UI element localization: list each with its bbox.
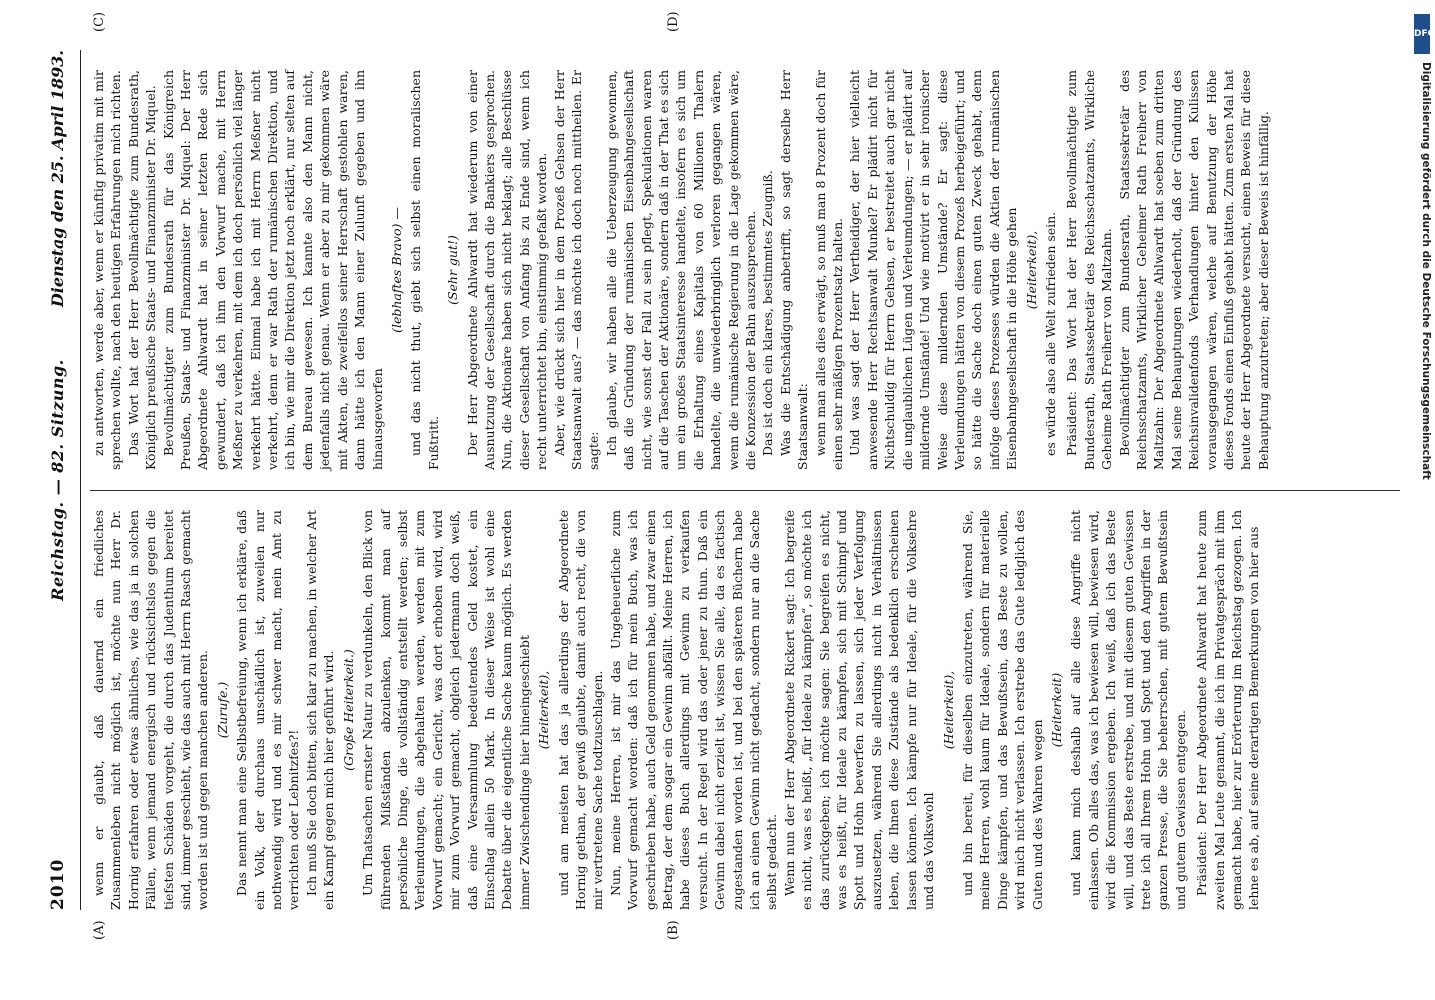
interjection: (Große Heiterkeit.)	[340, 649, 356, 771]
page-header	[40, 50, 81, 910]
interjection: (Zurufe.)	[214, 681, 230, 739]
paragraph: und kann mich deshalb auf alle diese Angriffe nicht einlassen. Ob alles das, was ich bewiesen will, bewiesen wird, wird die Kommission ergeben. Ich weiß, daß ich das Beste will, und das Beste erstrebe, und mit diesem guten Gewissen trete ich all Ihrem Hohn und Spott und den Angriffen in der ganzen Presse, die Sie beherrschen, mit gutem Bewußtsein und gutem Gewissen entgegen.	[1068, 510, 1188, 910]
paragraph: es würde also alle Welt zufrieden sein.	[1042, 211, 1058, 456]
interjection: (Sehr gut!)	[445, 235, 461, 305]
interjection: (lebhaftes Bravo) —	[388, 207, 404, 333]
paragraph: wenn er glaubt, daß dauernd ein friedliches Zusammenleben nicht möglich ist, möchte nun Herr Dr. Hornig erfahren oder etwas ähnliches, wie das ja in solchen Fällen, wenn jemand energisch und rücksichtslos gegen die tiefsten Schäden vorgeht, die durch das Judenthum bereitet sind, immer geschieht, wie das auch mit Herrn Rasch gemacht worden ist und gegen manchen anderen.	[91, 510, 211, 910]
margin-marker-b: (B)	[666, 920, 681, 940]
paragraph: Der Herr Abgeordnete Ahlwardt hat wiederum von einer Ausnutzung der Gesellschaft durch die Bankiers gesprochen. Nun, die Aktionäre haben sich nicht beklagt; alle Beschlüsse dieser Gesellschaft von Anfang bis zu Ende sind, wenn ich recht unterrichtet bin, einstimmig gefaßt worden.	[464, 70, 550, 470]
page-number: 2010	[48, 858, 68, 910]
dfg-logo-badge: DFG	[1414, 14, 1430, 54]
margin-marker-c: (C)	[92, 11, 107, 32]
paragraph: Bevollmächtigter zum Bundesrath für das Königreich Preußen, Staats- und Finanzminister Dr. Miquel: Der Herr Abgeordnete Ahlwardt hat in seiner letzten Rede sich gewundert, daß ich ihm den Vorwurf mache, mit Herrn Meßner zu verkehren, mit dem ich doch persönlich viel länger verkehrt hätte. Einmal habe ich mit Herrn Meßner nicht verkehrt, denn er war Rath der rumänischen Direktion, und ich bin, wie mir die Direktion jetzt noch erklärt, nur selten auf dem Bureau gewesen. Ich kannte also den Mann nicht, jedenfalls nicht genau. Wenn er aber zu mir gekommen wäre mit Akten, die zweifellos seiner Herrschaft gestohlen waren, dann hätte ich den Mann einer Zulunft gegeben und ihn hinausgeworfen	[160, 70, 385, 470]
paragraph: Das ist doch ein klares, bestimmtes Zeugniß.	[760, 170, 776, 456]
paragraph-president: Präsident: Das Wort hat der Herr Bevollmächtigte zum Bundesrath, Staatssekretär des Reichsschatzamts, Wirkliche Geheime Rath Freiherr von Maltzahn.	[1064, 70, 1115, 470]
paragraph: Bevollmächtigter zum Bundesrath, Staatssekretär des Reichsschatzamts, Wirklicher Geheimer Rath Freiherr von Maltzahn: Der Abgeordnete Ahlwardt hat soeben zum dritten Mal seine Behauptungen wiederholt, daß der Gründung des Reichsinvalidenfonds Verhandlungen hinter den Kulissen vorausgegangen wären, welche auf Benutzung der Höhe dieses Fonds einen Einfluß gehabt hätten. Zum ersten Mal hat heute der Herr Abgeordnete versucht, einen Beweis für diese Behauptung anzutreten; aber dieser Beweis ist hinfällig.	[1116, 70, 1271, 470]
paragraph-president: Präsident: Der Herr Abgeordnete Ahlwardt hat heute zum zweiten Mal Leute genannt, die ich im Privatgespräch mit ihm gemacht habe, hier zur Erörterung im Reichstag gezogen. Ich lehne es ab, auf seine derartigen Bemerkungen von hier aus	[1194, 510, 1262, 910]
left-column	[90, 510, 1400, 910]
margin-marker-d: (D)	[666, 11, 681, 32]
paragraph: Das nennt man eine Selbstbefreiung, wenn ich erkläre, daß ein Volk, der durchaus unschädlich ist, zuweilen nur nothwendig wird und es mir schwer macht, mein Amt zu verrichten oder Lebnitzfes?!	[234, 510, 302, 910]
column-divider	[90, 490, 1400, 491]
paragraph: und das nicht thut, giebt sich selbst einen moralischen Fußtritt.	[408, 70, 441, 470]
interjection: (Heiterkeit),	[940, 670, 956, 750]
dfg-funding-note: Digitalisierung gefördert durch die Deutsche Forschungsgemeinschaft	[1420, 62, 1432, 480]
paragraph: Das Wort hat der Herr Bevollmächtigte zum Bundesrath, Königlich preußische Staats- und Finanzminister Dr. Miquel.	[125, 70, 159, 470]
margin-marker-a: (A)	[92, 920, 107, 940]
paragraph: Um Thatsachen ernster Natur zu verdunkeln, den Blick von führenden Mißständen abzulenken, kommt man auf persönliche Dinge, die vollständig entstellt werden; selbst Verleumdungen, die abgehalten werden, werden mit zum Vorwurf gemacht; ein Gericht, was dort erhoben wird, wird mir zum Vorwurf gemacht, obgleich jedermann doch weiß, daß eine Versammlung bedeutendes Geld kostet, ein Einschlag allein 50 Mark. In dieser Weise ist wohl eine Debatte über die eigentliche Sache kaum möglich. Es werden immer Zwischendinge hier hineingeschiebt	[360, 510, 532, 910]
paragraph: Aber, wie drückt sich hier in dem Prozeß Gehsen der Herr Staatsanwalt aus? — das möchte ich doch noch mittheilen. Er sagte:	[551, 70, 602, 470]
paragraph: Nun, meine Herren, ist mir das Ungeheuerliche zum Vorwurf gemacht worden: daß ich für mein Buch, was ich geschrieben habe, auch Geld genommen habe, und zwar einen Betrag, der dem sogar ein Gewinn abfällt. Meine Herren, ich habe dieses Buch allerdings mit Gewinn zu verkaufen versucht. In der Regel wird das oder jener zu thun. Daß ein Gewinn dabei nicht erzielt ist, wissen Sie alle, da es factisch zugestanden worden ist, und bei den späteren Büchern habe ich an einen Gewinn nicht gedacht, sondern nur an die Sache selbst gedacht.	[607, 510, 780, 910]
quote: wenn man alles dies erwägt, so muß man 8 Prozent doch für einen sehr mäßigen Prozentsatz halten.	[812, 70, 846, 470]
interjection: (Heiterkeit),	[536, 670, 552, 750]
paragraph: Ich muß Sie doch bitten, sich klar zu machen, in welcher Art ein Kampf gegen mich hier geführt wird.	[303, 510, 337, 910]
interjection: (Heiterkeit)	[1048, 672, 1064, 748]
running-title: Reichstag. — 82. Sitzung.	[48, 359, 67, 601]
session-date: Dienstag den 25. April 1893.	[48, 50, 67, 308]
interjection: (Heiterkeit),	[1023, 230, 1039, 310]
paragraph: Wenn nun der Herr Abgeordnete Rickert sagt: Ich begreife es nicht, was es heißt, „für Ideale zu kämpfen“, so möchte ich das zurückgeben; ich möchte sagen: Sie begreifen es nicht, was es heißt, für Ideale zu kämpfen, sich mit Schimpf und Spott und Hohn bewerfen zu lassen, sich jeder Verfolgung auszusetzen, während Sie allerdings nicht in Verhältnissen leben, die Ihnen diese Zustände als bedenklich erscheinen lassen können. Ich kämpfe nur für Ideale, für die Volksehre und das Volkswohl	[781, 510, 937, 910]
paragraph: Und was sagt der Herr Vertheidiger, der hier vielleicht anwesende Herr Rechtsanwalt Munkel? Er plädirt nicht für Nichtschuldig für Herrn Gehsen, er bestreitet auch gar nicht die unglaublichen Lügen und Verleumdungen; — er plädirt auf mildernde Umstände! Und wie motivirt er in sehr ironischer Weise diese mildernden Umstände? Er sagt: diese Verleumdungen hätten von diesem Prozeß herbeigeführt; und so hätte die Sache doch einen guten Zweck gehabt, denn infolge dieses Prozesses würden die Aktien der rumänischen Eisenbahngesellschaft in die Höhe gehen	[847, 70, 1020, 470]
paragraph: Was die Entschädigung anbetrifft, so sagt derselbe Herr Staatsanwalt:	[777, 70, 811, 470]
paragraph: und bin bereit, für dieselben einzutreten, während Sie, meine Herren, wohl kaum für Ideale, sondern für materielle Dinge kämpfen, und das Bewußtsein, das Beste zu wollen, wird mich nicht verlassen. Ich erstrebe das Gute lediglich des Guten und des Wahren wegen	[959, 510, 1045, 910]
paragraph: und am meisten hat das ja allerdings der Abgeordnete Hornig gethan, der gewiß glaubte, damit auch recht, die von mir vertretene Sache todtzuschlagen.	[555, 510, 606, 910]
paragraph: zu antworten, werde aber, wenn er künftig privatim mit mir sprechen wollte, nach den heutigen Erfahrungen mich richten.	[91, 70, 124, 470]
right-column	[90, 70, 1400, 470]
quote: Ich glaube, wir haben alle die Ueberzeugung gewonnen, daß die Gründung der rumänischen Eisenbahngesellschaft nicht, wie sonst der Fall zu sein pflegt, Spekulationen waren auf die Taschen der Aktionäre, sondern daß in der That es sich um ein großes Staatsinteresse handelte, insofern es sich um die Erhaltung eines Kapitals von 60 Millionen Thalern handelte, die unwiederbringlich verloren gegangen wären, wenn die rumänische Regierung in die Lage gekommen wäre, die Konzession der Bahn auszusprechen.	[603, 70, 759, 470]
